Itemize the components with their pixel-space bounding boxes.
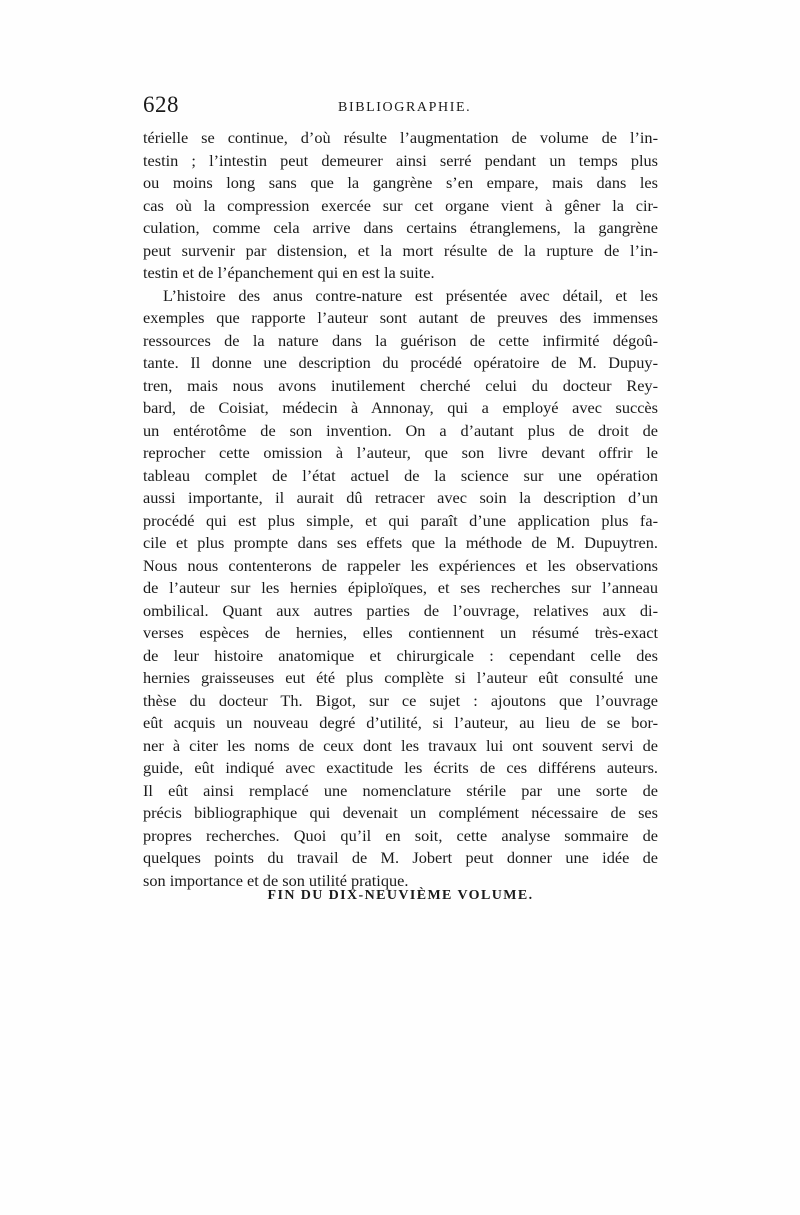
text-line: précis bibliographique qui devenait un complément nécessaire de ses xyxy=(143,803,658,822)
text-line: ombilical. Quant aux autres parties de l’ouvrage, relatives aux di- xyxy=(143,600,658,620)
text-line: bard, de Coisiat, médecin à Annonay, qui a employé avec succès xyxy=(143,398,658,417)
text-line: verses espèces de hernies, elles contiennent un résumé très-exact xyxy=(143,623,658,642)
text-line: Il eût ainsi remplacé une nomenclature stérile par une sorte de xyxy=(143,780,658,800)
text-line: cas où la compression exercée sur cet organe vient à gêner la cir- xyxy=(143,195,658,215)
text-line: térielle se continue, d’où résulte l’augmentation de volume de l’in- xyxy=(143,128,658,147)
page-header xyxy=(143,92,658,122)
text-line: son importance et de son utilité pratique. xyxy=(143,870,409,890)
text-line: eût acquis un nouveau degré d’utilité, si l’auteur, au lieu de se bor- xyxy=(143,713,658,732)
text-line: reprocher cette omission à l’auteur, que son livre devant offrir le xyxy=(143,443,658,462)
text-line: Nous nous contenterons de rappeler les expériences et les observations xyxy=(143,555,658,575)
text-line: de l’auteur sur les hernies épiploïques, et ses recherches sur l’anneau xyxy=(143,578,658,597)
text-line: peut survenir par distension, et la mort résulte de la rupture de l’in- xyxy=(143,240,658,260)
text-line: de leur histoire anatomique et chirurgicale : cependant celle des xyxy=(143,645,658,665)
text-line: testin ; l’intestin peut demeurer ainsi serré pendant un temps plus xyxy=(143,150,658,170)
text-line: tante. Il donne une description du procédé opératoire de M. Dupuy- xyxy=(143,353,658,372)
text-line: tren, mais nous avons inutilement cherché celui du docteur Rey- xyxy=(143,375,658,395)
text-line: ressources de la nature dans la guérison de cette infirmité dégoû- xyxy=(143,330,658,350)
text-line: ner à citer les noms de ceux dont les travaux lui ont souvent servi de xyxy=(143,735,658,755)
text-line: un entérotôme de son invention. On a d’autant plus de droit de xyxy=(143,420,658,440)
page-number: 628 xyxy=(143,92,179,117)
text-line: tableau complet de l’état actuel de la science sur une opération xyxy=(143,465,658,485)
text-line: culation, comme cela arrive dans certains étranglemens, la gangrène xyxy=(143,218,658,237)
text-line: quelques points du travail de M. Jobert peut donner une idée de xyxy=(143,848,658,867)
running-head: BIBLIOGRAPHIE. xyxy=(338,100,472,115)
text-line: exemples que rapporte l’auteur sont autant de preuves des immenses xyxy=(143,308,658,327)
text-line: hernies graisseuses eut été plus complète si l’auteur eût consulté une xyxy=(143,668,658,687)
text-line: thèse du docteur Th. Bigot, sur ce sujet : ajoutons que l’ouvrage xyxy=(143,690,658,710)
text-line: cile et plus prompte dans ses effets que la méthode de M. Dupuytren. xyxy=(143,533,658,552)
text-line: L’histoire des anus contre-nature est présentée avec détail, et les xyxy=(163,285,658,305)
body-text xyxy=(143,127,658,892)
text-line: guide, eût indiqué avec exactitude les écrits de ces différens auteurs. xyxy=(143,758,658,777)
text-line: ou moins long sans que la gangrène s’en empare, mais dans les xyxy=(143,173,658,192)
text-line: aussi importante, il aurait dû retracer avec soin la description d’un xyxy=(143,488,658,507)
text-line: testin et de l’épanchement qui en est la suite. xyxy=(143,263,435,282)
colophon: FIN DU DIX-NEUVIÈME VOLUME. xyxy=(267,888,534,903)
text-line: procédé qui est plus simple, et qui paraît d’une application plus fa- xyxy=(143,510,658,530)
text-line: propres recherches. Quoi qu’il en soit, cette analyse sommaire de xyxy=(143,825,658,845)
